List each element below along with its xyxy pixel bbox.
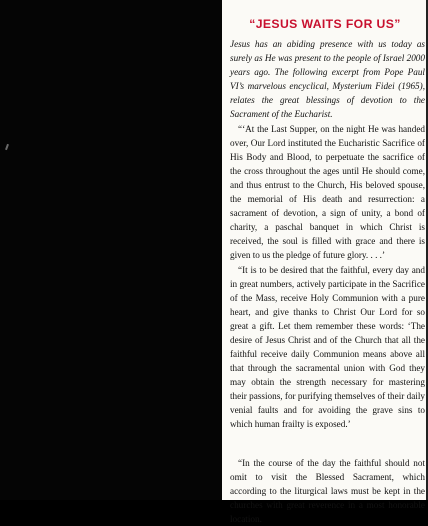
body-paragraph-1: “‘At the Last Supper, on the night He was handed over, Our Lord instituted the Eucharistic Sacrifice of His Body and Blood, to perpetuate the sacrifice of the cross throughout the ages until He should come, and thus entrust to the Church, His beloved spouse, the memorial of His death and resurrection: a sacrament of devotion, a sign of unity, a bond of charity, a paschal banquet in which Christ is received, the soul is filled with grace and there is given to us the pledge of future glory. . . .’ (230, 124, 425, 260)
body-paragraph-3: “In the course of the day the faithful should not omit to visit the Blessed Sacrament, which according to the liturgical laws must be kept in the churches with great reverence in a most honorable location. (230, 458, 425, 524)
dust-speck (5, 144, 9, 150)
body-paragraph-2: “It is to be desired that the faithful, every day and in great numbers, actively participate in the Sacrifice of the Mass, receive Holy Communion with a pure heart, and give thanks to Christ Our Lord for so great a gift. Let them remember these words: ‘The desire of Jesus Christ and of the Church that all the faithful receive daily Communion means above all that through the sacramental union with God they may obtain the strength necessary for mastering their passions, for purifying themselves of their daily venial faults and for avoiding the grave sins to which human frailty is exposed.’ (230, 265, 425, 429)
intro-paragraph: Jesus has an abiding presence with us today as surely as He was present to the people of Israel 2000 years ago. The following excerpt from Pope Paul VI’s marvelous encyclical, Mysterium Fidei (1965), relates the great blessings of devotion to the Sacrament of the Eucharist. (230, 39, 425, 119)
page-title: “JESUS WAITS FOR US” (249, 17, 401, 31)
dark-background-panel (0, 0, 222, 500)
document-page (222, 0, 428, 524)
